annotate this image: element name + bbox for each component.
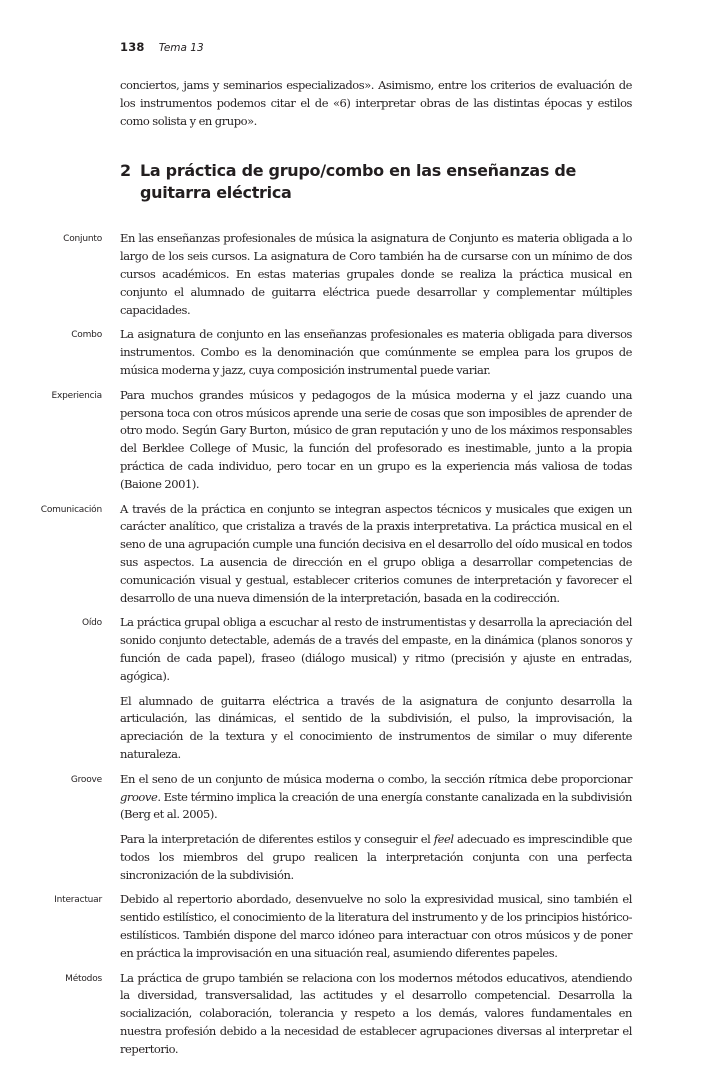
emphasis: groove (120, 789, 158, 804)
section-title: La práctica de grupo/combo en las enseñanzas de guitarra eléctrica (140, 161, 577, 203)
paragraph-interactuar (54, 891, 632, 962)
paragraph-comunicacion (40, 501, 632, 608)
paragraph-text: El alumnado de guitarra eléctrica a través de la asignatura de conjunto desarrolla la articulación, las dinámicas, el sentido de la subdivisión, el pulso, la improvisación, la apreciación de la textura y el conocimiento de instrumentos de similar o muy diferente naturaleza. (120, 693, 632, 761)
paragraph-text: En las enseñanzas profesionales de música la asignatura de Conjunto es materia obligada a lo largo de los seis cursos. La asignatura de Coro también ha de cursarse con un mínimo de dos cursos académicos. En estas materias grupales donde se realiza la práctica musical en conjunto el alumnado de guitarra eléctrica puede desarrollar y complementar múltiples capacidades. (120, 231, 632, 317)
paragraph-text: En el seno de un conjunto de música moderna o combo, la sección rítmica debe proporcionar groove. Este término implica la creación de una energía constante canalizada en la subdivisión (Berg et al. 2005). (120, 771, 632, 822)
margin-label: Interactuar (54, 895, 102, 906)
paragraph-oido-continued (120, 693, 632, 764)
paragraph-metodos (65, 970, 632, 1059)
intro-paragraph: conciertos, jams y seminarios especializados». Asimismo, entre los criterios de evaluación de los instrumentos podemos citar el de «6) interpretar obras de las distintas épocas y estilos como solista y en grupo». (120, 78, 632, 128)
paragraph-conjunto (63, 230, 632, 319)
paragraph-text: La asignatura de conjunto en las enseñanzas profesionales es materia obligada para diversos instrumentos. Combo es la denominación que comúnmente se emplea para los grupos de música moderna y jazz, cuya composición instrumental puede variar. (120, 327, 632, 377)
margin-label: Combo (71, 330, 102, 341)
paragraph-text: Para muchos grandes músicos y pedagogos de la música moderna y el jazz cuando una persona toca con otros músicos aprende una serie de cosas que son imposibles de aprender de otro modo. Según Gary Burton, músico de gran reputación y uno de los máximos responsables del Berklee College of Music, la función del profesorado es inestimable, junto a la propia práctica de cada individuo, pero tocar en un grupo es la experiencia más valiosa de todas (Baione 2001). (120, 387, 632, 491)
paragraph-oido (81, 614, 632, 685)
emphasis: feel (433, 832, 454, 847)
margin-label: Métodos (65, 973, 102, 984)
margin-label: Groove (70, 774, 102, 785)
paragraph-groove-continued (120, 831, 632, 884)
section-heading (120, 160, 632, 204)
paragraph-text: La práctica de grupo también se relaciona con los modernos métodos educativos, atendiendo la diversidad, transversalidad, las actitudes y el desarrollo competencial. Desarrolla la socialización, colaboración, tolerancia y respeto a los demás, valores fundamentales en nuestra profesión debido a la necesidad de establecer agrupaciones diversas al interpretar el repertorio. (120, 970, 632, 1056)
margin-label: Oído (81, 618, 102, 629)
margin-label: Comunicación (40, 504, 102, 515)
paragraph-groove (70, 771, 632, 824)
page-header (120, 36, 204, 52)
page-body (40, 77, 633, 1066)
paragraph-text: Debido al repertorio abordado, desenvuelve no solo la expresividad musical, sino también el sentido estilístico, el conocimiento de la literatura del instrumento y de los principios histórico-estilísticos. También dispone del marco idóneo para interactuar con otros músicos y de poner en práctica la improvisación en una situación real, asumiendo diferentes papeles. (120, 892, 632, 960)
margin-label: Experiencia (51, 390, 102, 401)
margin-label: Conjunto (63, 234, 102, 245)
section-number: 2 (120, 161, 131, 181)
paragraph-experiencia (51, 387, 632, 494)
paragraph-text: A través de la práctica en conjunto se integran aspectos técnicos y musicales que exigen un carácter analítico, que cristaliza a través de la praxis interpretativa. La práctica musical en el seno de una agrupación cumple una función decisiva en el desarrollo del oído musical en todos sus aspectos. La ausencia de dirección en el grupo obliga a desarrollar competencias de comunicación visual y gestual, establecer criterios comunes de interpretación y favorecer el desarrollo de una nueva dimensión de la interpretación, basada en la codirección. (120, 501, 632, 605)
running-title: Tema 13 (158, 42, 204, 54)
paragraph-combo (71, 326, 632, 379)
paragraph-text: La práctica grupal obliga a escuchar al resto de instrumentistas y desarrolla la apreciación del sonido conjunto detectable, además de a través del empaste, en la dinámica (planos sonoros y función de cada papel), fraseo (diálogo musical) y ritmo (precisión y ajuste en entradas, agógica). (120, 615, 632, 683)
page-number: 138 (120, 40, 145, 54)
paragraph-text: Para la interpretación de diferentes estilos y conseguir el feel adecuado es imprescindible que todos los miembros del grupo realicen la interpretación conjunta con una perfecta sincronización de la subdivisión. (120, 832, 633, 882)
